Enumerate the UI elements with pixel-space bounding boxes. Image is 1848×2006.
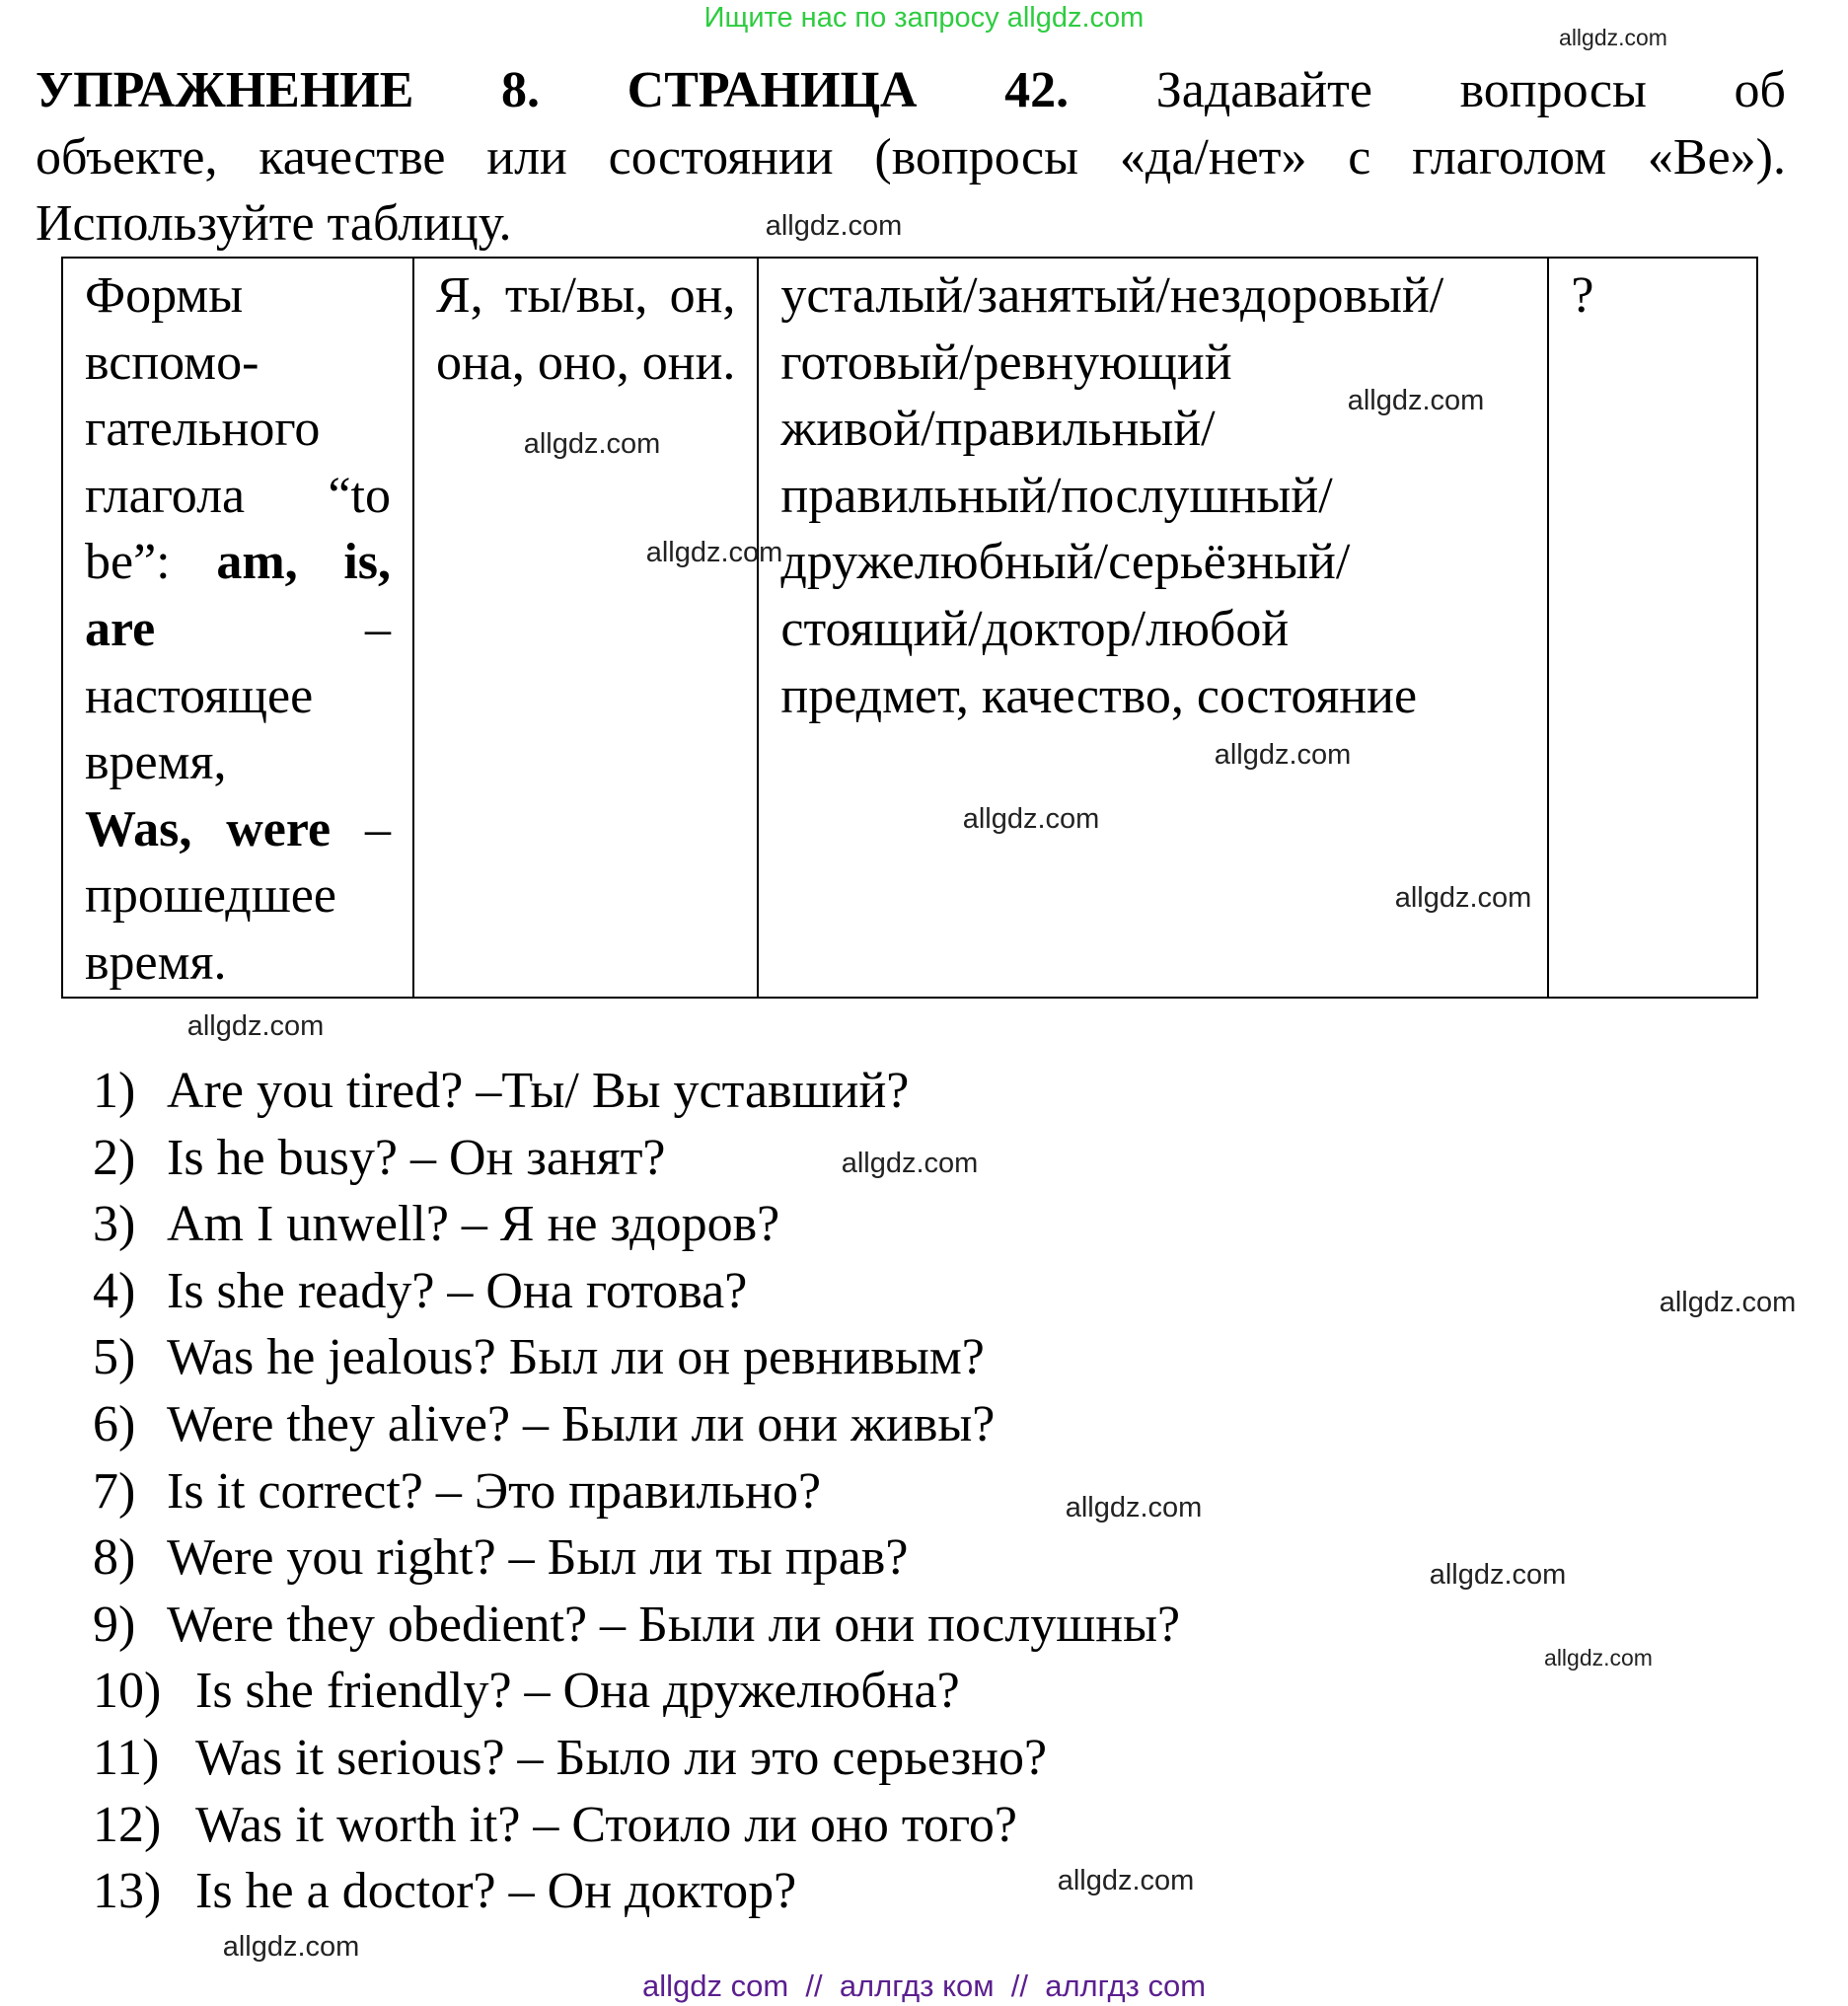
heading-line-1 [36, 57, 1786, 124]
watermark: allgdz.com [222, 1931, 360, 1963]
watermark: allgdz.com [523, 428, 661, 460]
answer-number: 2) [93, 1129, 136, 1186]
verb-forms-text: прошедшее [85, 867, 336, 925]
answer-number: 1) [93, 1063, 136, 1119]
verb-forms-text: время. [85, 933, 227, 991]
answer-number: 7) [93, 1462, 136, 1520]
answer-text: Were they alive? – Были ли они живы? [167, 1395, 996, 1452]
verb-forms-line [85, 396, 320, 463]
watermark: allgdz.com [1214, 739, 1352, 771]
adjectives-line: правильный/послушный/ [780, 467, 1333, 524]
answer-text: Is he busy? – Он занят? [167, 1129, 666, 1186]
answer-text: Is she friendly? – Она дружелюбна? [195, 1663, 960, 1720]
task-text: Задавайте вопросы об [1155, 62, 1786, 118]
verb-forms-text: – [331, 800, 391, 857]
verb-forms-line [85, 796, 391, 863]
answer-text: Is it correct? – Это правильно? [167, 1462, 822, 1520]
answer-text: Am I unwell? – Я не здоров? [167, 1196, 780, 1253]
watermark: allgdz.com [645, 537, 783, 568]
answer-text: Are you tired? –Ты/ Вы уставший? [167, 1063, 910, 1119]
answer-number: 6) [93, 1395, 136, 1452]
exercise-heading [36, 57, 1786, 258]
exercise-title: УПРАЖНЕНИЕ 8. СТРАНИЦА 42. [36, 62, 1070, 118]
watermark: allgdz.com [765, 210, 903, 242]
footer-links[interactable]: allgdz com // аллгдз ком // аллгдз com [641, 1969, 1207, 2003]
watermark: allgdz.com [1559, 25, 1667, 50]
verb-forms-text: глагола [85, 467, 246, 524]
question-mark: ? [1571, 267, 1594, 324]
adjectives-line: стоящий/доктор/любой [780, 600, 1290, 657]
watermark: allgdz.com [1347, 385, 1485, 416]
answer-number: 9) [93, 1596, 136, 1653]
answer-text: Was it worth it? – Стоило ли оно того? [195, 1796, 1017, 1853]
adjectives-line: дружелюбный/серьёзный/ [780, 534, 1351, 591]
answer-text: Is he a doctor? – Он доктор? [195, 1863, 797, 1920]
verb-forms-text: “to [245, 467, 391, 524]
answer-text: Was he jealous? Был ли он ревнивым? [167, 1329, 985, 1386]
watermark: allgdz.com [1659, 1287, 1797, 1318]
heading-line-3: Используйте таблицу. [36, 195, 512, 253]
answer-number: 4) [93, 1262, 136, 1319]
cell-pronouns [413, 258, 758, 998]
answer-text: Were they obedient? – Были ли они послушны? [167, 1596, 1181, 1653]
adjectives-line: предмет, качество, состояние [780, 667, 1418, 724]
verb-forms-text: вспомо- [85, 334, 259, 391]
verb-forms-line [85, 596, 391, 663]
verb-forms-line [85, 529, 391, 596]
watermark: allgdz.com [1065, 1492, 1203, 1523]
adjectives-line: усталый/занятый/нездоровый/ [780, 267, 1444, 324]
adjectives-line: живой/правильный/ [780, 401, 1216, 458]
pronouns-line: Я, ты/вы, он, [436, 267, 736, 324]
watermark: allgdz.com [186, 1010, 325, 1042]
verb-forms-line [85, 330, 259, 397]
watermark: allgdz.com [1544, 1645, 1653, 1671]
answer-number: 3) [93, 1196, 136, 1253]
verb-forms-text: настоящее [85, 667, 314, 724]
answer-number: 5) [93, 1329, 136, 1386]
answer-text: Was it serious? – Было ли это серьезно? [195, 1729, 1048, 1786]
adjectives-line: готовый/ревнующий [780, 334, 1232, 391]
watermark: allgdz.com [1394, 882, 1532, 914]
answer-number: 8) [93, 1529, 136, 1587]
verb-forms-line [85, 463, 391, 530]
heading-line-2: объекте, качестве или состоянии (вопросы «да/нет» с глаголом «Be»). [36, 128, 1786, 186]
verb-forms-line [85, 862, 336, 929]
answer-text: Were you right? – Был ли ты прав? [167, 1529, 909, 1587]
verb-forms-text: be”: [85, 534, 217, 591]
answer-number: 12) [93, 1796, 162, 1853]
bold-verb-form: Was, were [85, 800, 332, 857]
cell-question [1548, 258, 1757, 998]
verb-forms-text: время, [85, 734, 227, 791]
watermark: allgdz.com [1057, 1865, 1195, 1896]
search-banner[interactable]: Ищите нас по запросу allgdz.com [703, 2, 1145, 34]
watermark: allgdz.com [841, 1148, 979, 1179]
verb-forms-line [85, 262, 243, 330]
answer-number: 13) [93, 1863, 162, 1920]
verb-forms-text: Формы [85, 267, 244, 324]
verb-forms-line [85, 929, 226, 997]
answer-number: 11) [93, 1729, 160, 1786]
watermark: allgdz.com [1429, 1559, 1567, 1591]
answer-text: Is she ready? – Она готова? [167, 1262, 748, 1319]
bold-verb-form: are [85, 600, 156, 657]
pronouns-line: она, оно, они. [436, 334, 736, 391]
cell-verb-forms [62, 258, 413, 998]
watermark: allgdz.com [962, 803, 1100, 835]
answer-number: 10) [93, 1663, 162, 1720]
verb-forms-line [85, 663, 313, 730]
verb-forms-line [85, 729, 226, 796]
verb-forms-text: гательного [85, 401, 321, 458]
verb-forms-text: – [155, 600, 391, 657]
bold-verb-form: am, is, [216, 534, 392, 591]
